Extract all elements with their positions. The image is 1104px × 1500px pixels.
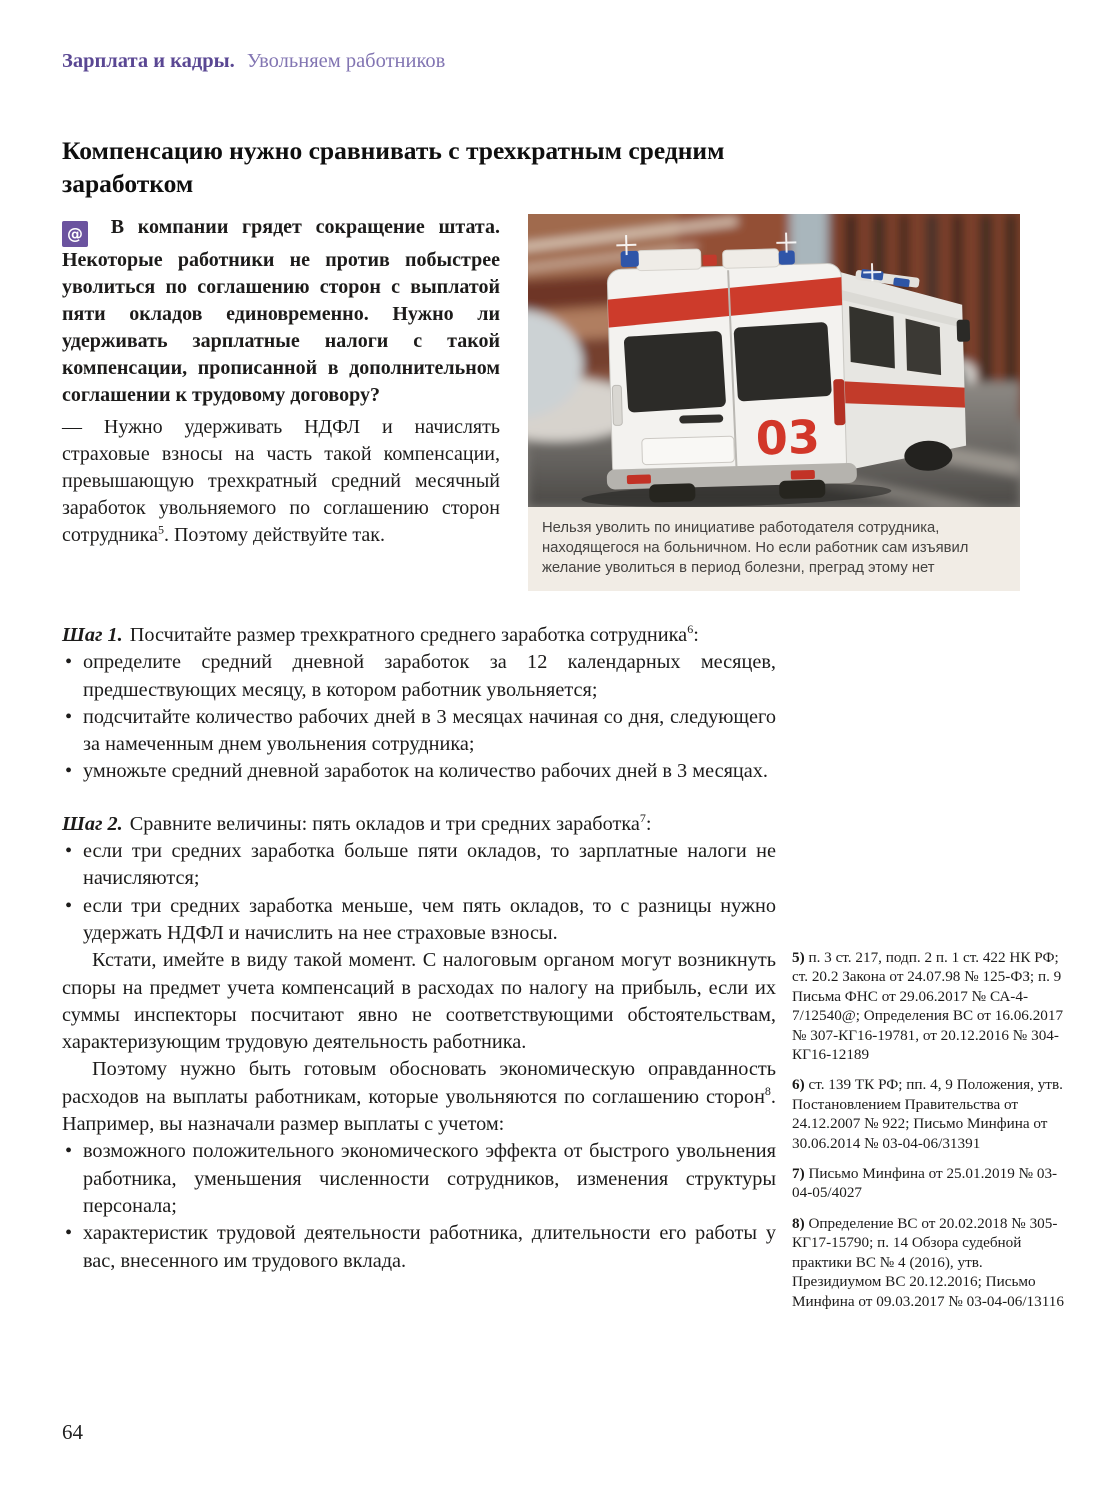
- answer-text: — Нужно удерживать НДФЛ и начислять страховые взносы на часть такой компенсации, превышающую трехкратный средний месячный заработок увольняемого по соглашению сторон сотрудника: [62, 415, 500, 546]
- footnote-text: Определение ВС от 20.02.2018 № 305-КГ17-15790; п. 14 Обзора судебной практики ВС № 4 (2016), утв. Президиумом ВС 20.12.2016; Письмо Минфина от 09.03.2017 № 03-04-06/13116: [792, 1214, 1064, 1310]
- page-number: 64: [62, 1420, 83, 1444]
- step1-heading: [62, 622, 776, 649]
- at-sign-icon: @: [62, 221, 88, 247]
- step1-label: Шаг 1.: [62, 624, 123, 646]
- footnote-ref-7: 7: [639, 811, 646, 826]
- justification-text-tail: . Например, вы назначали размер выплаты с учетом:: [62, 1085, 776, 1136]
- footnote-ref-5: 5: [157, 521, 164, 536]
- expert-answer: [62, 414, 500, 549]
- bullet-icon: •: [65, 705, 73, 728]
- justification-paragraph: [62, 1056, 776, 1138]
- footnote-5: [792, 948, 1070, 1064]
- note-paragraph: Кстати, имейте в виду такой момент. С налоговым органом могут возникнуть споры на предмет учета компенсаций в расходах по налогу на прибыль, если их суммы инспекторы посчитают явно не соответствующими обстоятельствам, характеризующим трудовую деятельность работника.: [62, 949, 776, 1054]
- article-title: Компенсацию нужно сравнивать с трехкратным средним заработком: [62, 136, 725, 198]
- bullet-icon: •: [65, 651, 73, 674]
- footnote-ref-6: 6: [687, 622, 694, 637]
- article-photo: [528, 214, 1020, 591]
- step2-intro-tail: :: [645, 812, 652, 835]
- list-item-text: если три средних заработка меньше, чем пять окладов, то с разницы нужно удержать НДФЛ и начислить на нее страховые взносы.: [83, 894, 776, 944]
- bullet-icon: •: [65, 840, 73, 863]
- footnotes-sidebar: [792, 948, 1070, 1322]
- list-item-text: возможного положительного экономического эффекта от быстрого увольнения работника, уменьшения численности сотрудников, изменения структуры персонала;: [83, 1140, 776, 1217]
- intro-region: [62, 214, 1020, 591]
- answer-text-tail: . Поэтому действуйте так.: [163, 523, 386, 546]
- footnote-text: ст. 139 ТК РФ; пп. 4, 9 Положения, утв. Постановлением Правительства от 24.12.2007 № 922; Письмо Минфина от 30.06.2014 № 03-04-06/31391: [792, 1076, 1063, 1152]
- list-item-text: подсчитайте количество рабочих дней в 3 месяцах начиная со дня, следующего за намеченным днем увольнения сотрудника;: [83, 705, 776, 756]
- footnote-6: [792, 1075, 1070, 1153]
- van-number-label: 03: [755, 409, 821, 466]
- bullet-icon: •: [65, 894, 73, 917]
- ambulance-illustration: [528, 214, 1020, 507]
- step2-intro: Сравните величины: пять окладов и три средних заработка: [129, 812, 640, 835]
- footnote-number: 7): [792, 1165, 805, 1183]
- bullet-icon: •: [65, 1140, 73, 1163]
- list-item-text: характеристик трудовой деятельности работника, длительности его работы у вас, внесенного им трудового вклада.: [83, 1222, 776, 1272]
- step1-intro: Посчитайте размер трехкратного среднего заработка сотрудника: [129, 624, 688, 646]
- step2-bullet-list: [62, 838, 776, 947]
- footnote-7: [792, 1164, 1070, 1203]
- bullet-icon: •: [65, 1222, 73, 1245]
- justification-bullet-list: [62, 1138, 776, 1274]
- list-item-text: умножьте средний дневной заработок на количество рабочих дней в 3 месяцах.: [83, 760, 768, 783]
- photo-caption: Нельзя уволить по инициативе работодателя сотрудника, находящегося на больничном. Но если работник сам изъявил желание уволиться в период болезни, преград этому нет: [528, 507, 1020, 591]
- footnote-text: Письмо Минфина от 25.01.2019 № 03-04-05/4027: [792, 1165, 1058, 1202]
- footnote-number: 6): [792, 1076, 805, 1094]
- step2-heading: [62, 811, 776, 838]
- running-head: [62, 50, 445, 73]
- question-text: В компании грядет сокращение штата. Некоторые работники не против побыстрее уволиться по соглашению сторон с выплатой пяти окладов единовременно. Нужно ли удерживать зарплатные налоги с такой компенсации, прописанной в дополнительном соглашении к трудовому договору?: [62, 216, 500, 406]
- list-item-text: если три средних заработка больше пяти окладов, то зарплатные налоги не начисляются;: [83, 840, 776, 890]
- footnote-text: п. 3 ст. 217, подп. 2 п. 1 ст. 422 НК РФ; ст. 20.2 Закона от 24.07.98 № 125-ФЗ; п. 9 Письма ФНС от 29.06.2017 № СА-4-7/12540@; Определения ВС от 16.06.2017 № 307-КГ16-19781, от 20.12.2016 № 304-КГ16-12189: [792, 949, 1064, 1064]
- list-item: [62, 893, 776, 948]
- bullet-icon: •: [65, 760, 73, 783]
- footnote-number: 8): [792, 1214, 805, 1232]
- footnote-8: [792, 1214, 1070, 1311]
- reader-question: [62, 214, 500, 409]
- list-item: [62, 758, 776, 785]
- footnote-number: 5): [792, 949, 805, 966]
- list-item: [62, 649, 776, 704]
- article-body: [62, 622, 776, 1275]
- list-item: [62, 1138, 776, 1220]
- justification-text: Поэтому нужно быть готовым обосновать экономическую оправданность расходов на выплаты работникам, которые увольняются по соглашению сторон: [62, 1058, 776, 1108]
- list-item-text: определите средний дневной заработок за 12 календарных месяцев, предшествующих месяцу, в котором работник увольняется;: [83, 651, 776, 701]
- section-title: Зарплата и кадры.: [62, 50, 235, 72]
- step2-label: Шаг 2.: [62, 812, 123, 835]
- step1-bullet-list: [62, 649, 776, 785]
- list-item: [62, 704, 776, 759]
- list-item: [62, 1220, 776, 1275]
- step1-intro-tail: :: [693, 624, 699, 646]
- section-subtitle: Увольняем работников: [246, 50, 446, 72]
- footnote-ref-8: 8: [764, 1083, 771, 1098]
- list-item: [62, 838, 776, 893]
- question-column: [62, 214, 500, 591]
